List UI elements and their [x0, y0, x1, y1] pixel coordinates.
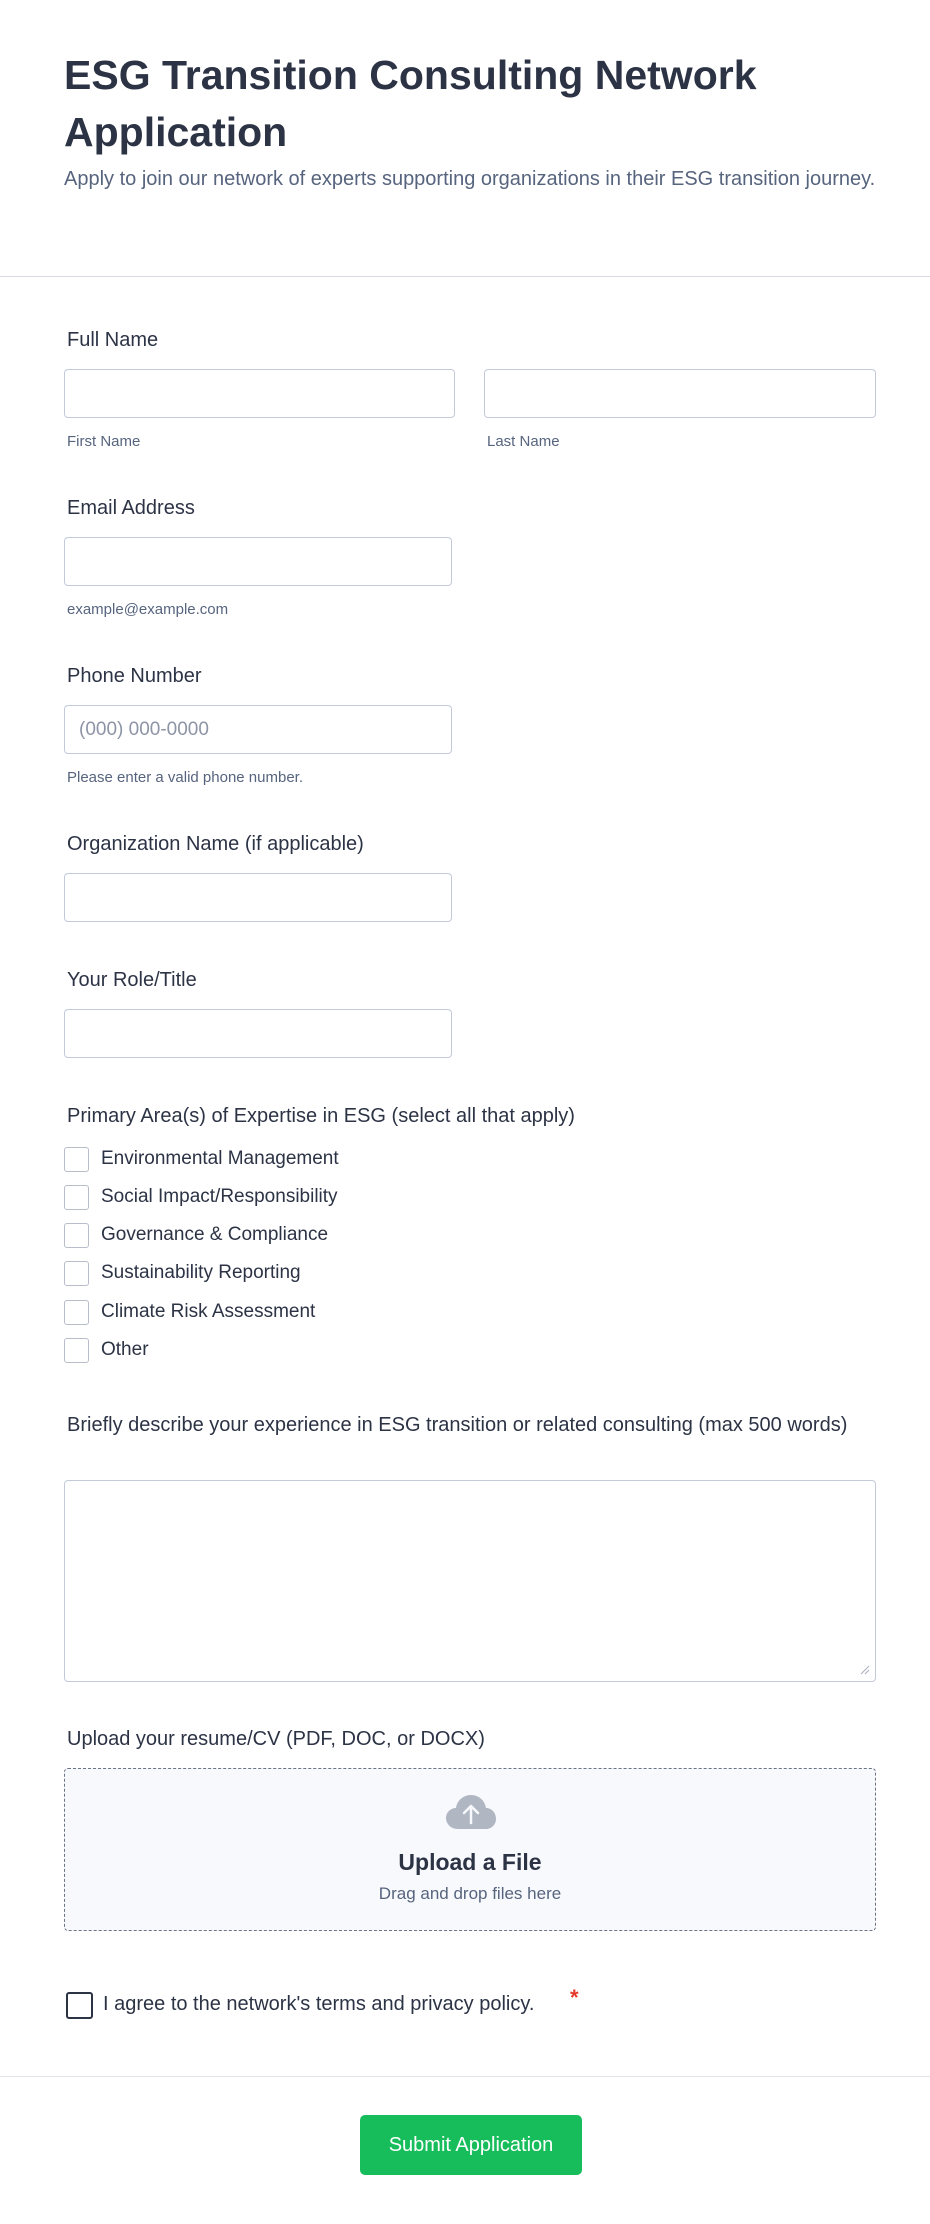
- resize-grip-icon[interactable]: [860, 1665, 870, 1675]
- cloud-upload-icon: [445, 1793, 497, 1831]
- page-description: Apply to join our network of experts supporting organizations in their ESG transition journey.: [64, 168, 876, 190]
- expertise-option-label: Social Impact/Responsibility: [101, 1186, 338, 1207]
- checkbox[interactable]: [64, 1300, 89, 1325]
- checkbox[interactable]: [64, 1147, 89, 1172]
- checkbox[interactable]: [64, 1223, 89, 1248]
- upload-label: Upload your resume/CV (PDF, DOC, or DOCX): [67, 1728, 485, 1750]
- upload-subtitle: Drag and drop files here: [378, 1884, 562, 1903]
- submit-button[interactable]: Submit Application: [360, 2115, 582, 2175]
- phone-input[interactable]: [64, 705, 452, 754]
- phone-sublabel: Please enter a valid phone number.: [67, 769, 303, 786]
- expertise-option[interactable]: [64, 1146, 339, 1172]
- page-title: ESG Transition Consulting Network Application: [64, 52, 757, 155]
- first-name-sublabel: First Name: [67, 433, 141, 450]
- expertise-option[interactable]: [64, 1222, 328, 1248]
- checkbox[interactable]: [64, 1338, 89, 1363]
- expertise-option[interactable]: [64, 1260, 301, 1286]
- organization-label: Organization Name (if applicable): [67, 833, 364, 855]
- role-input[interactable]: [64, 1009, 452, 1058]
- expertise-label: Primary Area(s) of Expertise in ESG (select all that apply): [67, 1105, 575, 1127]
- email-sublabel: example@example.com: [67, 601, 229, 618]
- expertise-option[interactable]: [64, 1299, 315, 1325]
- checkbox[interactable]: [64, 1185, 89, 1210]
- form-header: [0, 0, 930, 277]
- last-name-input[interactable]: [484, 369, 876, 418]
- organization-input[interactable]: [64, 873, 452, 922]
- email-label: Email Address: [67, 497, 195, 519]
- expertise-option[interactable]: [64, 1184, 338, 1210]
- expertise-option-label: Governance & Compliance: [101, 1224, 329, 1245]
- phone-label: Phone Number: [67, 665, 202, 687]
- role-label: Your Role/Title: [67, 969, 197, 991]
- required-asterisk: *: [570, 1985, 579, 2010]
- expertise-option-label: Climate Risk Assessment: [101, 1301, 316, 1322]
- file-upload-dropzone[interactable]: [64, 1768, 876, 1931]
- upload-title: Upload a File: [398, 1849, 542, 1875]
- terms-label: I agree to the network's terms and privacy policy.: [103, 1993, 535, 2015]
- expertise-option[interactable]: [64, 1337, 149, 1363]
- last-name-sublabel: Last Name: [487, 433, 560, 450]
- expertise-option-label: Other: [101, 1339, 149, 1360]
- expertise-option-label: Sustainability Reporting: [101, 1262, 301, 1283]
- experience-textarea[interactable]: [64, 1480, 876, 1682]
- checkbox[interactable]: [64, 1261, 89, 1286]
- first-name-input[interactable]: [64, 369, 455, 418]
- email-input[interactable]: [64, 537, 452, 586]
- expertise-option-label: Environmental Management: [101, 1148, 339, 1169]
- full-name-label: Full Name: [67, 329, 159, 351]
- terms-checkbox[interactable]: [66, 1992, 93, 2019]
- experience-label: Briefly describe your experience in ESG transition or related consulting (max 500 words): [67, 1414, 848, 1436]
